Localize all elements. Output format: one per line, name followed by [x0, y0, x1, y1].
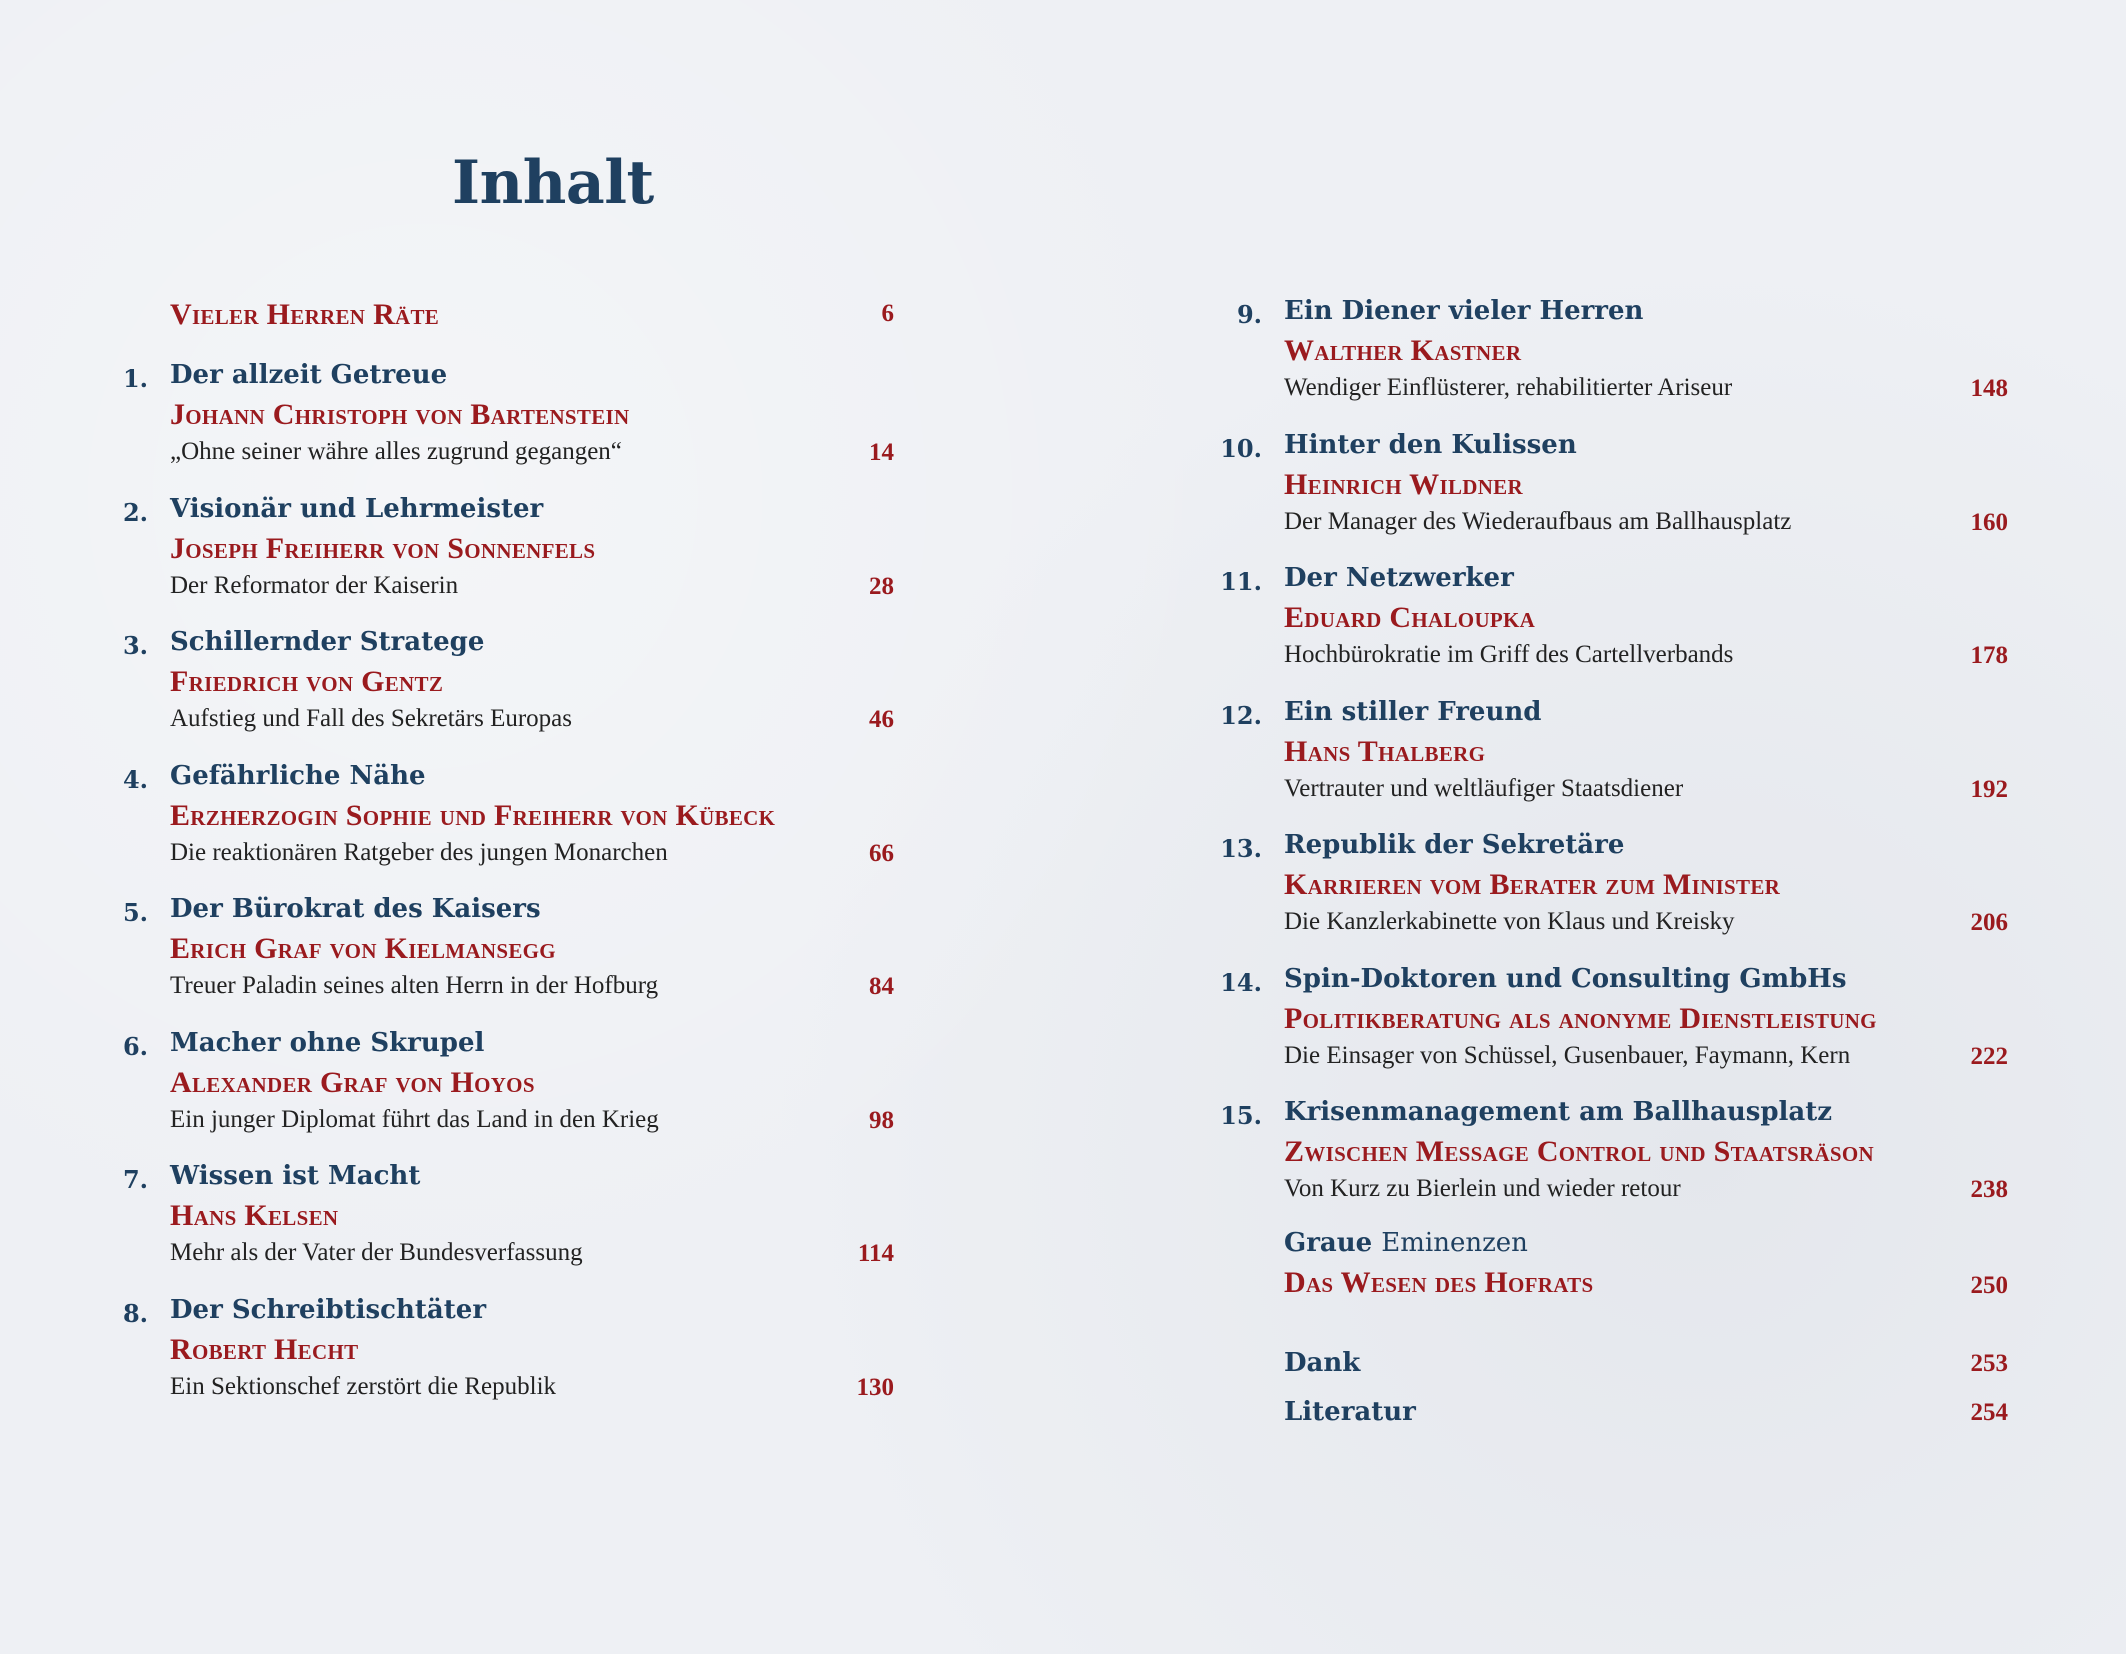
toc-chapter-person: Erich Graf von Kielmansegg — [170, 932, 556, 965]
toc-chapter-description: Treuer Paladin seines alten Herrn in der Hofburg — [170, 972, 659, 999]
toc-chapter-kicker: Macher ohne Skrupel — [170, 1027, 485, 1058]
toc-chapter-description: Die Kanzlerkabinette von Klaus und Kreisky — [1284, 908, 1735, 935]
toc-chapter-number: 11. — [1220, 567, 1262, 596]
toc-chapter-page: 222 — [1970, 1042, 2008, 1070]
toc-chapter-page: 206 — [1970, 909, 2008, 936]
toc-chapter-kicker: Der Bürokrat des Kaisers — [170, 894, 541, 924]
toc-chapter-person: Robert Hecht — [170, 1332, 359, 1366]
toc-chapter-number: 3. — [122, 631, 148, 660]
toc-chapter-person: Hans Thalberg — [1284, 734, 1486, 768]
toc-chapter-description: Wendiger Einflüsterer, rehabilitierter Ariseur — [1284, 374, 1733, 401]
toc-chapter-kicker: Ein Diener vieler Herren — [1284, 296, 1644, 326]
toc-literatur-label: Literatur — [1284, 1397, 1416, 1427]
toc-chapter-kicker: Spin-Doktoren und Consulting GmbHs — [1284, 963, 1847, 994]
toc-dank-label: Dank — [1284, 1348, 1361, 1378]
toc-chapter-page: 130 — [856, 1373, 894, 1401]
toc-chapter-description: Die reaktionären Ratgeber des jungen Monarchen — [170, 838, 668, 866]
toc-chapter-kicker: Krisenmanagement am Ballhausplatz — [1284, 1097, 1833, 1127]
toc-chapter-number: 13. — [1220, 834, 1262, 863]
toc-chapter-person: Zwischen Message Control und Staatsräson — [1284, 1135, 1874, 1168]
toc-chapter-person: Joseph Freiherr von Sonnenfels — [170, 531, 596, 565]
toc-chapter-person: Hans Kelsen — [170, 1199, 339, 1232]
toc-epilogue-kicker-bold: Graue — [1284, 1228, 1373, 1258]
toc-chapter-description: Der Reformator der Kaiserin — [170, 571, 459, 599]
toc-chapter-number: 7. — [122, 1165, 148, 1194]
toc-chapter-description: Hochbürokratie im Griff des Cartellverbands — [1284, 641, 1734, 668]
toc-chapter-person: Johann Christoph von Bartenstein — [170, 398, 630, 431]
toc-chapter-description: Aufstieg und Fall des Sekretärs Europas — [170, 705, 573, 732]
toc-chapter-person: Karrieren vom Berater zum Minister — [1284, 868, 1781, 901]
toc-chapter-page: 148 — [1970, 375, 2008, 402]
toc-chapter-person: Alexander Graf von Hoyos — [170, 1065, 535, 1099]
toc-chapter-person: Eduard Chaloupka — [1284, 601, 1536, 634]
toc-chapter-number: 1. — [122, 364, 148, 393]
toc-chapter-page: 66 — [869, 839, 894, 867]
toc-chapter-kicker: Hinter den Kulissen — [1284, 429, 1577, 460]
toc-chapter-page: 160 — [1970, 508, 2008, 536]
toc-chapter-person: Heinrich Wildner — [1284, 467, 1523, 501]
toc-chapter-number: 15. — [1220, 1101, 1262, 1130]
toc-chapter-description: „Ohne seiner währe alles zugrund gegangen“ — [170, 438, 622, 465]
toc-chapter-kicker: Visionär und Lehrmeister — [170, 493, 544, 524]
toc-chapter-page: 84 — [869, 973, 894, 1000]
toc-chapter-kicker: Der Schreibtischtäter — [170, 1294, 487, 1325]
toc-intro-title: Vieler Herren Räte — [170, 298, 440, 331]
toc-chapter-description: Ein junger Diplomat führt das Land in den Krieg — [170, 1105, 659, 1133]
toc-chapter-number: 12. — [1220, 700, 1262, 730]
toc-chapter-number: 5. — [122, 898, 148, 927]
toc-epilogue-page: 250 — [1970, 1272, 2008, 1299]
toc-chapter-page: 98 — [869, 1106, 894, 1134]
toc-chapter-page: 28 — [869, 572, 894, 600]
toc-chapter-description: Die Einsager von Schüssel, Gusenbauer, Faymann, Kern — [1284, 1041, 1851, 1069]
toc-chapter-description: Der Manager des Wiederaufbaus am Ballhausplatz — [1284, 507, 1792, 535]
toc-chapter-number: 10. — [1220, 433, 1262, 463]
toc-chapter-description: Mehr als der Vater der Bundesverfassung — [170, 1239, 583, 1266]
toc-chapter-kicker: Gefährliche Nähe — [170, 760, 426, 791]
toc-chapter-kicker: Ein stiller Freund — [1284, 696, 1542, 727]
toc-chapter-description: Von Kurz zu Bierlein und wieder retour — [1284, 1175, 1681, 1202]
toc-chapter-person: Erzherzogin Sophie und Freiherr von Kübeck — [170, 798, 776, 832]
toc-dank-page: 253 — [1970, 1350, 2008, 1377]
toc-chapter-number: 9. — [1236, 300, 1262, 329]
toc-chapter-page: 14 — [869, 439, 894, 466]
toc-epilogue-kicker — [1284, 1228, 1528, 1258]
toc-chapter-number: 14. — [1220, 967, 1262, 997]
toc-chapter-kicker: Wissen ist Macht — [170, 1161, 421, 1191]
page-title: Inhalt — [452, 148, 654, 218]
toc-chapter-kicker: Der Netzwerker — [1284, 563, 1514, 593]
toc-chapter-page: 192 — [1970, 775, 2008, 803]
toc-chapter-number: 4. — [122, 764, 148, 794]
toc-chapter-kicker: Republik der Sekretäre — [1284, 830, 1625, 860]
toc-chapter-description: Ein Sektionschef zerstört die Republik — [170, 1372, 557, 1400]
toc-chapter-person: Politikberatung als anonyme Dienstleistung — [1284, 1001, 1877, 1035]
toc-epilogue-kicker-light: Eminenzen — [1381, 1228, 1528, 1258]
toc-literatur-page: 254 — [1970, 1399, 2008, 1426]
toc-intro-page: 6 — [881, 300, 894, 327]
toc-chapter-kicker: Schillernder Stratege — [170, 627, 485, 657]
toc-chapter-page: 114 — [857, 1240, 894, 1267]
toc-chapter-page: 238 — [1970, 1176, 2008, 1203]
toc-chapter-number: 6. — [122, 1031, 148, 1061]
toc-chapter-person: Walther Kastner — [1284, 334, 1522, 367]
toc-chapter-description: Vertrauter und weltläufiger Staatsdiener — [1284, 774, 1684, 802]
toc-chapter-number: 2. — [122, 497, 148, 527]
toc-epilogue-title: Das Wesen des Hofrats — [1284, 1266, 1594, 1299]
toc-chapter-person: Friedrich von Gentz — [170, 665, 444, 698]
toc-chapter-kicker: Der allzeit Getreue — [170, 360, 448, 390]
toc-chapter-number: 8. — [122, 1298, 148, 1328]
toc-chapter-page: 46 — [869, 706, 894, 733]
toc-chapter-page: 178 — [1970, 642, 2008, 669]
